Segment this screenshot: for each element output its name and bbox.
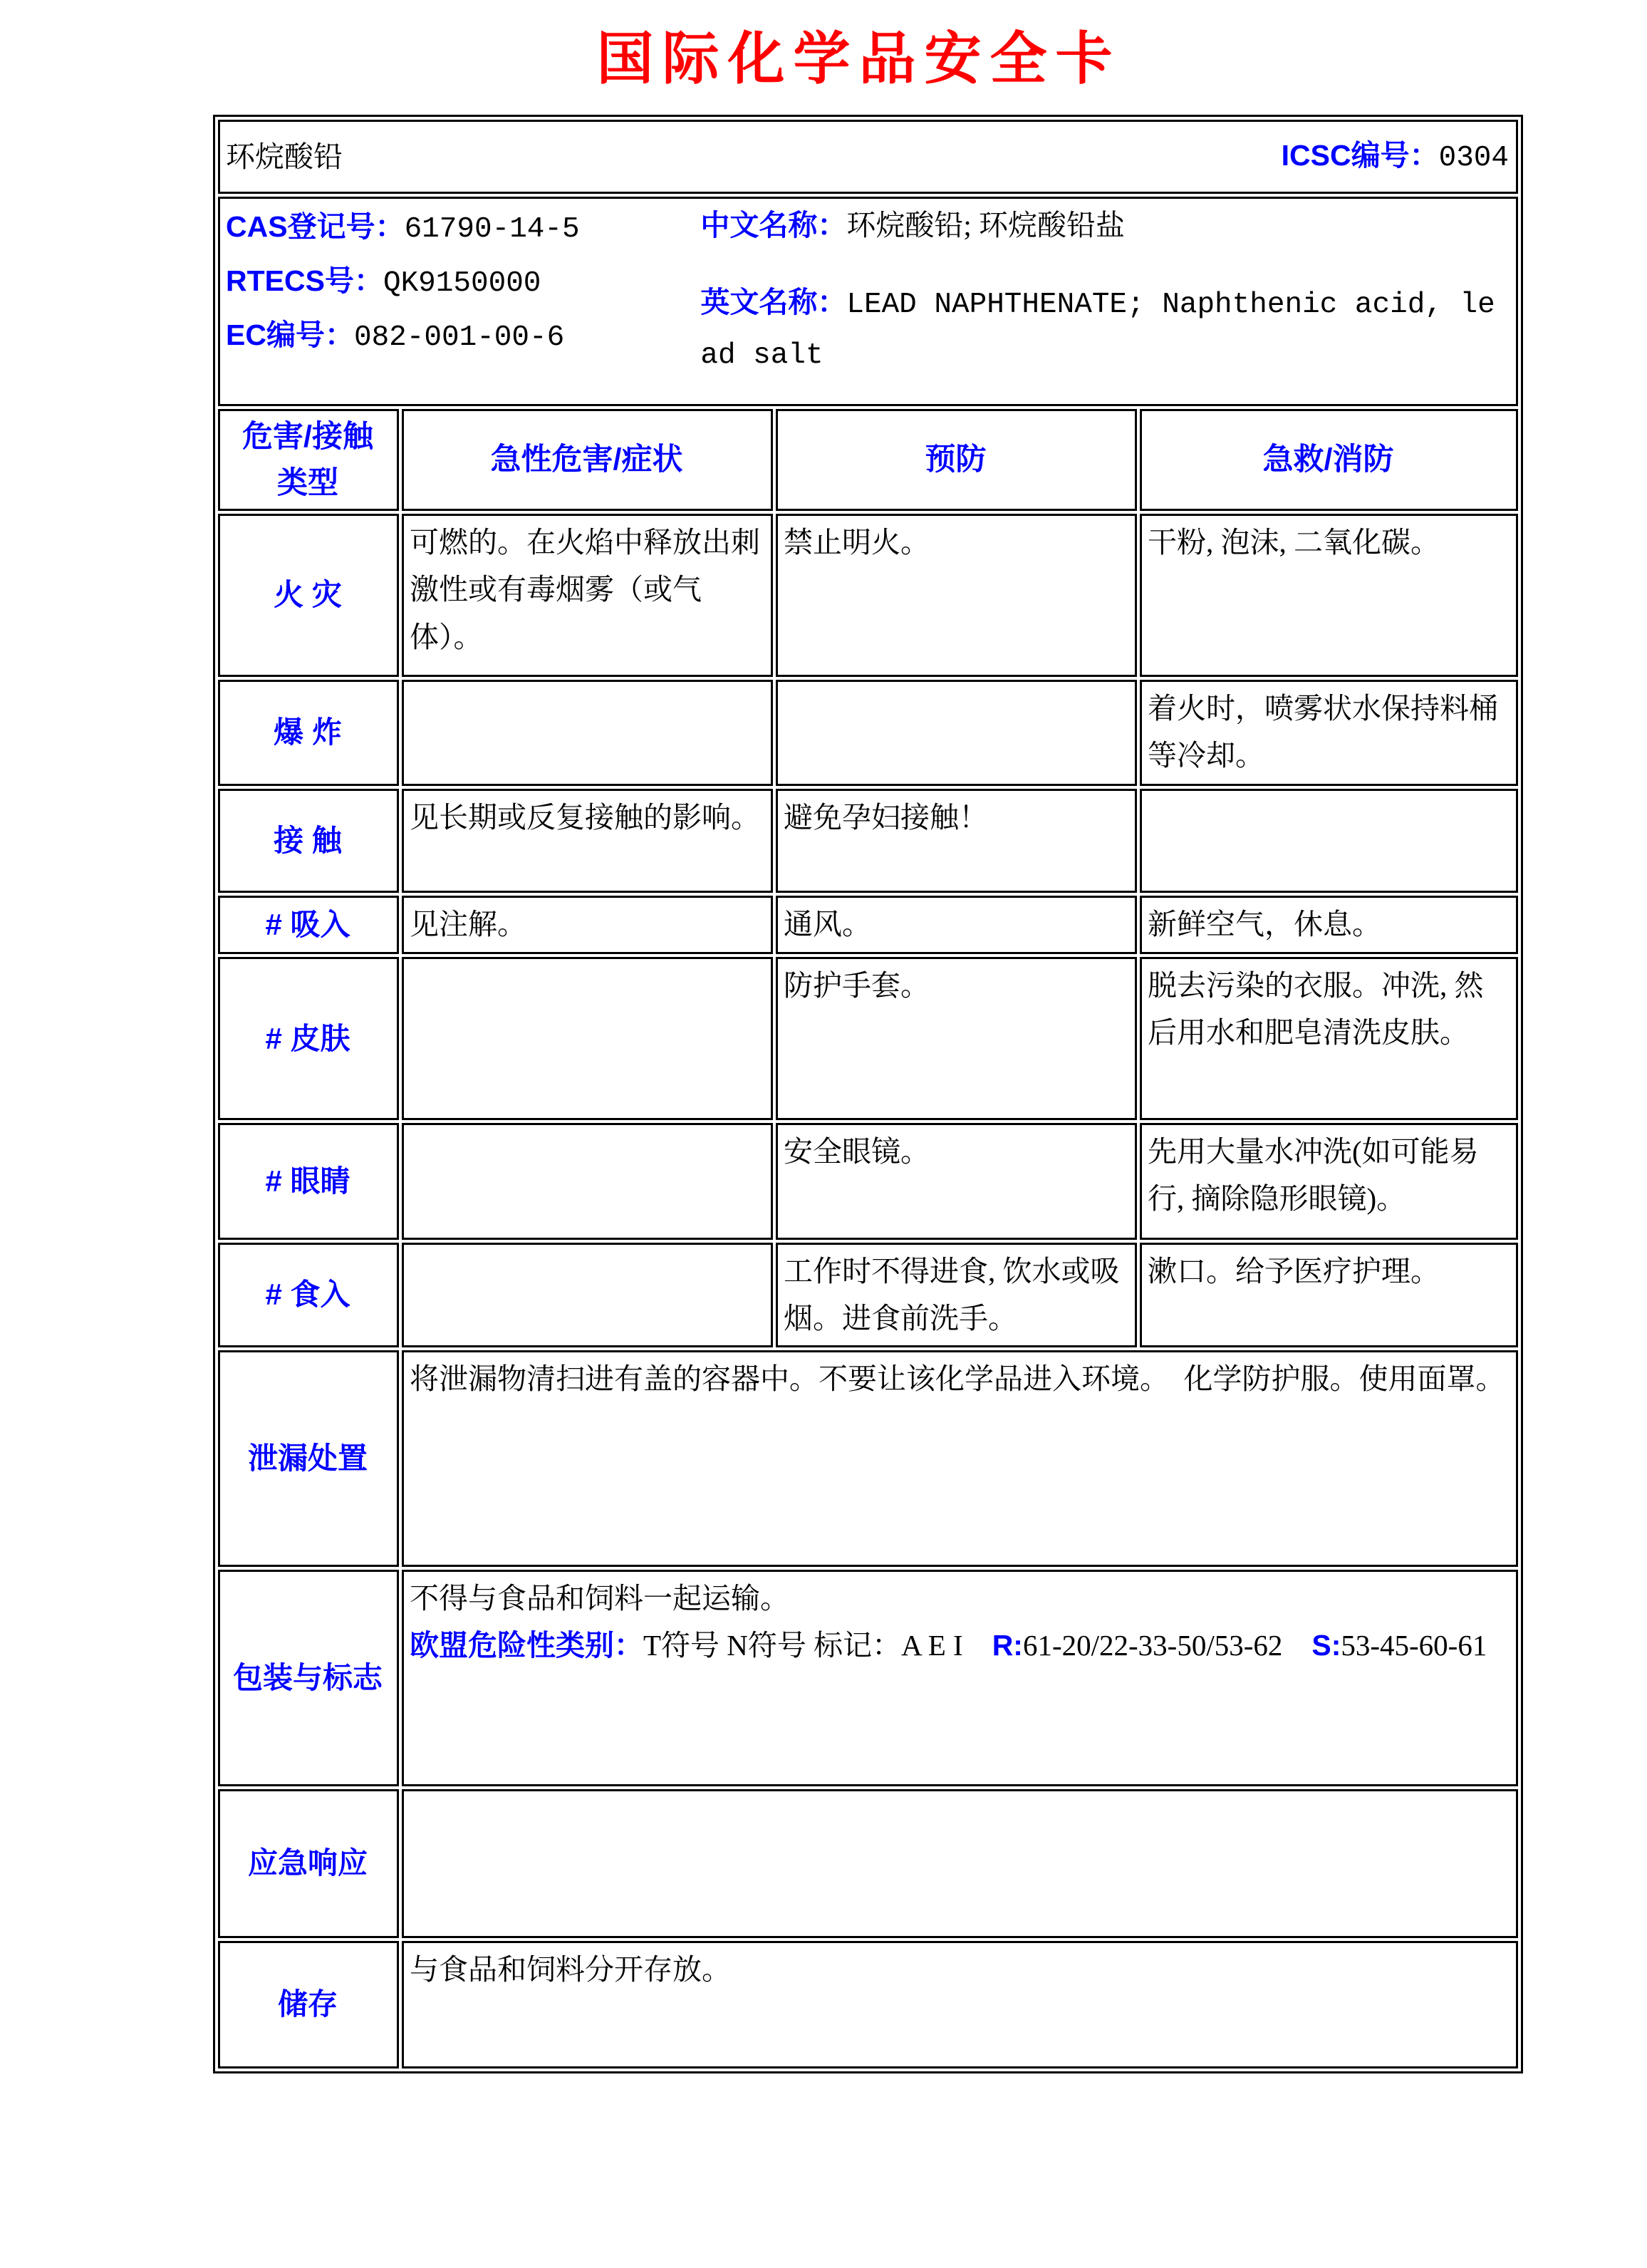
eyes-prevention: 安全眼镜。 xyxy=(776,1123,1137,1240)
chinese-name-line xyxy=(700,202,1509,249)
explosion-prevention xyxy=(776,680,1137,786)
category-explosion: 爆 炸 xyxy=(218,680,399,786)
category-storage: 储存 xyxy=(218,1941,399,2068)
r-phrases-label: R: xyxy=(992,1629,1023,1662)
table-row-packaging xyxy=(218,1570,1518,1786)
category-eyes: # 眼睛 xyxy=(218,1123,399,1240)
skin-response: 脱去污染的衣服。冲洗, 然后用水和肥皂清洗皮肤。 xyxy=(1140,957,1518,1120)
ec-value: 082-001-00-6 xyxy=(353,321,565,354)
storage-content: 与食品和饲料分开存放。 xyxy=(402,1941,1518,2068)
s-phrases-label: S: xyxy=(1311,1629,1341,1662)
header-category: 危害/接触 类型 xyxy=(218,409,399,511)
category-packaging: 包装与标志 xyxy=(218,1570,399,1786)
icsc-number-label: ICSC编号： xyxy=(1281,138,1439,172)
table-row-explosion xyxy=(218,680,1518,786)
table-row-contact xyxy=(218,789,1518,893)
ingestion-symptoms xyxy=(402,1243,773,1347)
header-symptoms: 急性危害/症状 xyxy=(402,409,773,511)
inhalation-response: 新鲜空气，休息。 xyxy=(1140,896,1518,954)
header-response: 急救/消防 xyxy=(1140,409,1518,511)
name-row xyxy=(218,120,1518,194)
category-inhalation: # 吸入 xyxy=(218,896,399,954)
ec-number xyxy=(226,310,700,364)
packaging-eu-line xyxy=(410,1622,1509,1669)
icsc-number-value: 0304 xyxy=(1438,141,1510,175)
contact-prevention: 避免孕妇接触！ xyxy=(776,789,1137,893)
cas-value: 61790-14-5 xyxy=(404,213,580,246)
explosion-response: 着火时，喷雾状水保持料桶等冷却。 xyxy=(1140,680,1518,786)
rtecs-number xyxy=(226,256,700,310)
icsc-card-table xyxy=(213,115,1523,2073)
packaging-transport: 不得与食品和饲料一起运输。 xyxy=(410,1581,789,1615)
fire-response: 干粉, 泡沫, 二氧化碳。 xyxy=(1140,514,1518,677)
eu-hazard-class-label: 欧盟危险性类别： xyxy=(410,1629,643,1662)
english-name-label: 英文名称： xyxy=(700,286,847,319)
table-row-storage xyxy=(218,1941,1518,2068)
fire-prevention: 禁止明火。 xyxy=(776,514,1137,677)
chinese-name-label: 中文名称： xyxy=(700,209,847,242)
inhalation-prevention: 通风。 xyxy=(776,896,1137,954)
table-row-spill xyxy=(218,1350,1518,1567)
rtecs-label: RTECS号： xyxy=(226,264,383,297)
ingestion-response: 漱口。给予医疗护理。 xyxy=(1140,1243,1518,1347)
skin-symptoms xyxy=(402,957,773,1120)
table-row-emergency xyxy=(218,1789,1518,1938)
chinese-name-value: 环烷酸铅; 环烷酸铅盐 xyxy=(846,209,1126,242)
eyes-response: 先用大量水冲洗(如可能易行, 摘除隐形眼镜)。 xyxy=(1140,1123,1518,1240)
ec-label: EC编号： xyxy=(226,318,354,351)
emergency-content xyxy=(402,1789,1518,1938)
category-spill: 泄漏处置 xyxy=(218,1350,399,1567)
chemical-names xyxy=(700,202,1509,379)
page-title: 国际化学品安全卡 xyxy=(596,29,1121,91)
cas-number xyxy=(226,202,700,256)
fire-symptoms: 可燃的。在火焰中释放出刺激性或有毒烟雾（或气体）。 xyxy=(402,514,773,677)
category-skin: # 皮肤 xyxy=(218,957,399,1120)
eyes-symptoms xyxy=(402,1123,773,1240)
table-row-ingestion xyxy=(218,1243,1518,1347)
chemical-name: 环烷酸铅 xyxy=(226,140,343,173)
table-row-inhalation xyxy=(218,896,1518,954)
contact-symptoms: 见长期或反复接触的影响。 xyxy=(402,789,773,893)
category-ingestion: # 食入 xyxy=(218,1243,399,1347)
english-name-value: LEAD NAPHTHENATE; Naphthenic acid, lead salt xyxy=(700,289,1495,372)
identifiers-cell xyxy=(218,197,1518,406)
hazard-header-row xyxy=(218,409,1518,511)
packaging-content xyxy=(402,1570,1518,1786)
spill-content: 将泄漏物清扫进有盖的容器中。不要让该化学品进入环境。 化学防护服。使用面罩。 xyxy=(402,1350,1518,1567)
explosion-symptoms xyxy=(402,680,773,786)
table-row-fire xyxy=(218,514,1518,677)
registry-numbers xyxy=(226,202,700,379)
table-row-eyes xyxy=(218,1123,1518,1240)
r-phrases-value: 61-20/22-33-50/53-62 xyxy=(1022,1629,1283,1662)
identifiers-row xyxy=(218,197,1518,406)
header-prevention: 预防 xyxy=(776,409,1137,511)
rtecs-value: QK9150000 xyxy=(383,266,541,300)
table-row-skin xyxy=(218,957,1518,1120)
english-name-line xyxy=(700,279,1509,379)
name-cell xyxy=(218,120,1518,194)
cas-label: CAS登记号： xyxy=(226,210,405,243)
category-emergency: 应急响应 xyxy=(218,1789,399,1938)
skin-prevention: 防护手套。 xyxy=(776,957,1137,1120)
category-contact: 接 触 xyxy=(218,789,399,893)
inhalation-symptoms: 见注解。 xyxy=(402,896,773,954)
icsc-number xyxy=(1282,132,1509,182)
category-fire: 火 灾 xyxy=(218,514,399,677)
s-phrases-value: 53-45-60-61 xyxy=(1341,1629,1487,1662)
ingestion-prevention: 工作时不得进食, 饮水或吸烟。进食前洗手。 xyxy=(776,1243,1137,1347)
eu-hazard-class-value: T符号 N符号 标记：A E I xyxy=(643,1629,963,1662)
contact-response xyxy=(1140,789,1518,893)
